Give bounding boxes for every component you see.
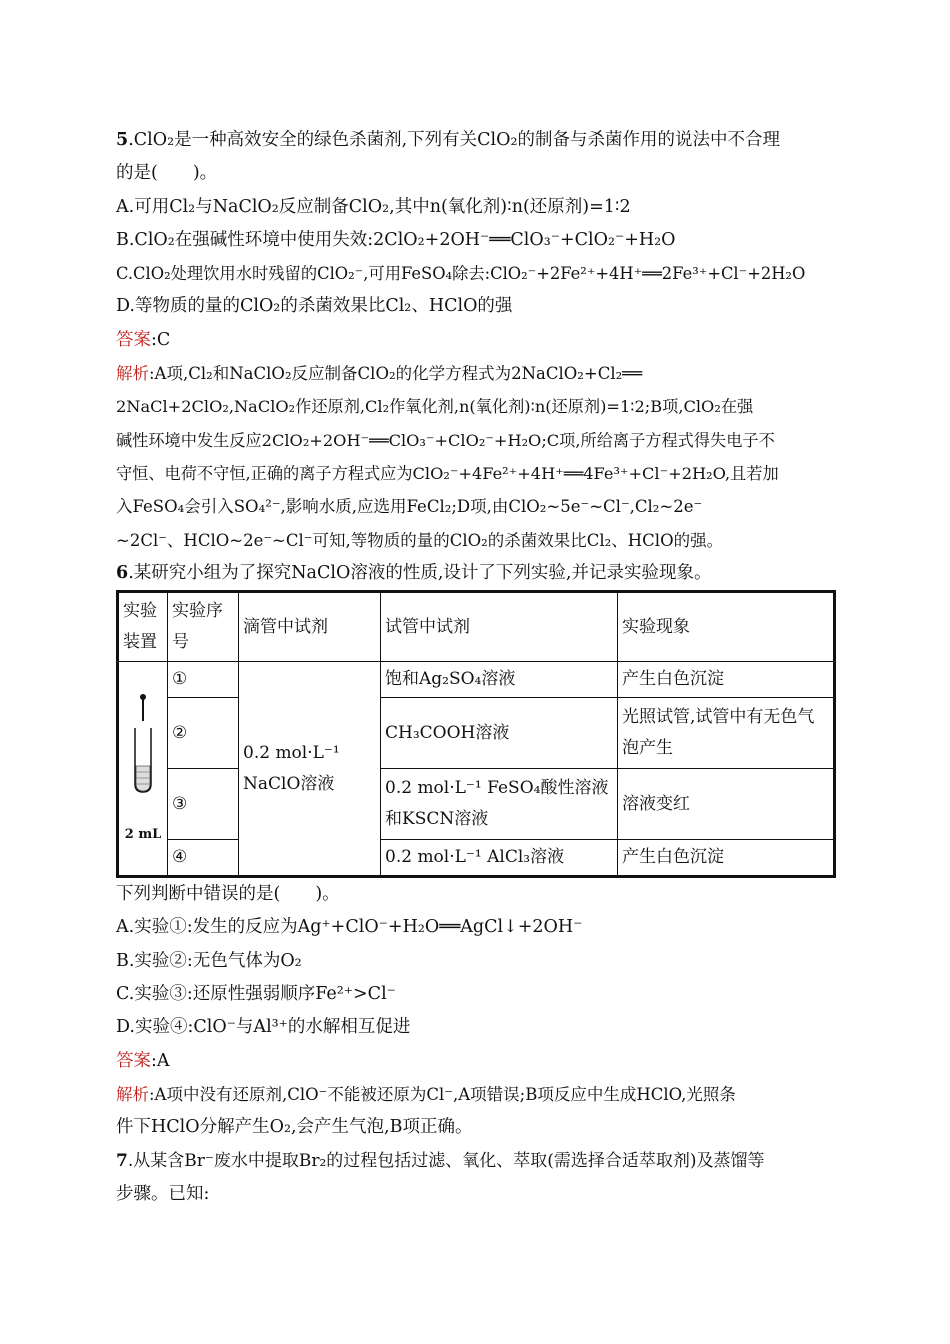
row-number: ① [168, 662, 239, 698]
header-tube: 试管中试剂 [381, 592, 618, 662]
q7-stem-line1: 7.从某含Br⁻废水中提取Br₂的过程包括过滤、氧化、萃取(需选择合适萃取剂)及蒸馏等 [116, 1150, 765, 1171]
dropper-reagent-cell [239, 662, 381, 877]
q7-stem-line2: 步骤。已知: [116, 1183, 210, 1204]
q5-analysis-line2: 2NaCl+2ClO₂,NaClO₂作还原剂,Cl₂作氧化剂,n(氧化剂)∶n(还原剂)=1∶2;B项,ClO₂在强 [116, 397, 754, 417]
table-row [118, 840, 835, 877]
q6-analysis-line2: 件下HClO分解产生O₂,会产生气泡,B项正确。 [116, 1117, 473, 1138]
q6-option-c: C.实验③:还原性强弱顺序Fe²⁺>Cl⁻ [116, 984, 396, 1005]
q5-option-a: A.可用Cl₂与NaClO₂反应制备ClO₂,其中n(氧化剂)∶n(还原剂)=1∶2 [116, 196, 631, 217]
tube-reagent: 0.2 mol·L⁻¹ AlCl₃溶液 [381, 840, 618, 877]
volume-label: 2 mL [124, 826, 162, 842]
row-number: ② [168, 698, 239, 769]
q5-answer: 答案:C [116, 329, 171, 350]
q5-analysis-line6: ~2Cl⁻、HClO~2e⁻~Cl⁻可知,等物质的量的ClO₂的杀菌效果比Cl₂、HClO的强。 [116, 530, 724, 550]
q6-option-b: B.实验②:无色气体为O₂ [116, 950, 302, 971]
phenomenon: 产生白色沉淀 [618, 662, 835, 698]
phenomenon: 光照试管,试管中有无色气泡产生 [618, 698, 835, 769]
table-row [118, 662, 835, 698]
q5-stem-line1: 5.ClO₂是一种高效安全的绿色杀菌剂,下列有关ClO₂的制备与杀菌作用的说法中不合理 [116, 130, 781, 150]
table-row [118, 769, 835, 840]
dropper-reagent-line1: 0.2 mol·L⁻¹ [243, 742, 340, 763]
experiment-table [116, 590, 836, 878]
table-header-row [118, 592, 835, 662]
q5-analysis-line4: 守恒、电荷不守恒,正确的离子方程式应为ClO₂⁻+4Fe²⁺+4H⁺══4Fe³⁺+Cl⁻+2H₂O,且若加 [116, 463, 779, 483]
phenomenon: 溶液变红 [618, 769, 835, 840]
header-dropper: 滴管中试剂 [239, 592, 381, 662]
table-row [118, 698, 835, 769]
tube-reagent: CH₃COOH溶液 [381, 698, 618, 769]
tube-reagent: 0.2 mol·L⁻¹ FeSO₄酸性溶液和KSCN溶液 [381, 769, 618, 840]
q5-analysis-line5: 入FeSO₄会引入SO₄²⁻,影响水质,应选用FeCl₂;D项,由ClO₂~5e⁻~Cl⁻,Cl₂~2e⁻ [116, 497, 703, 517]
tube-reagent: 饱和Ag₂SO₄溶液 [381, 662, 618, 698]
q6-answer: 答案:A [116, 1050, 170, 1071]
q6-option-d: D.实验④:ClO⁻与Al³⁺的水解相互促进 [116, 1017, 411, 1038]
q5-analysis-line3: 碱性环境中发生反应2ClO₂+2OH⁻══ClO₃⁻+ClO₂⁻+H₂O;C项,所给离子方程式得失电子不 [116, 430, 775, 450]
header-phenomenon: 实验现象 [618, 592, 835, 662]
q5-option-b: B.ClO₂在强碱性环境中使用失效:2ClO₂+2OH⁻══ClO₃⁻+ClO₂⁻+H₂O [116, 229, 676, 250]
q5-stem-line2: 的是( )。 [116, 163, 218, 184]
header-apparatus: 实验装置 [118, 592, 168, 662]
q6-option-a: A.实验①:发生的反应为Ag⁺+ClO⁻+H₂O══AgCl↓+2OH⁻ [116, 917, 583, 938]
phenomenon: 产生白色沉淀 [618, 840, 835, 877]
row-number: ④ [168, 840, 239, 877]
q6-analysis-line1: 解析:A项中没有还原剂,ClO⁻不能被还原为Cl⁻,A项错误;B项反应中生成HClO,光照条 [116, 1084, 736, 1104]
q6-stem: 6.某研究小组为了探究NaClO溶液的性质,设计了下列实验,并记录实验现象。 [116, 562, 712, 583]
q6-question: 下列判断中错误的是( )。 [116, 884, 340, 905]
q5-option-c: C.ClO₂处理饮用水时残留的ClO₂⁻,可用FeSO₄除去:ClO₂⁻+2Fe²⁺+4H⁺══2Fe³⁺+Cl⁻+2H₂O [116, 264, 806, 284]
dropper-reagent-line2: NaClO溶液 [243, 773, 335, 794]
header-number: 实验序号 [168, 592, 239, 662]
q5-analysis-line1: 解析:A项,Cl₂和NaClO₂反应制备ClO₂的化学方程式为2NaClO₂+Cl₂══ [116, 364, 643, 384]
document-page [116, 124, 836, 1211]
test-tube-dropper-icon [123, 688, 163, 808]
apparatus-cell [118, 662, 168, 877]
q5-option-d: D.等物质的量的ClO₂的杀菌效果比Cl₂、HClO的强 [116, 296, 513, 317]
row-number: ③ [168, 769, 239, 840]
